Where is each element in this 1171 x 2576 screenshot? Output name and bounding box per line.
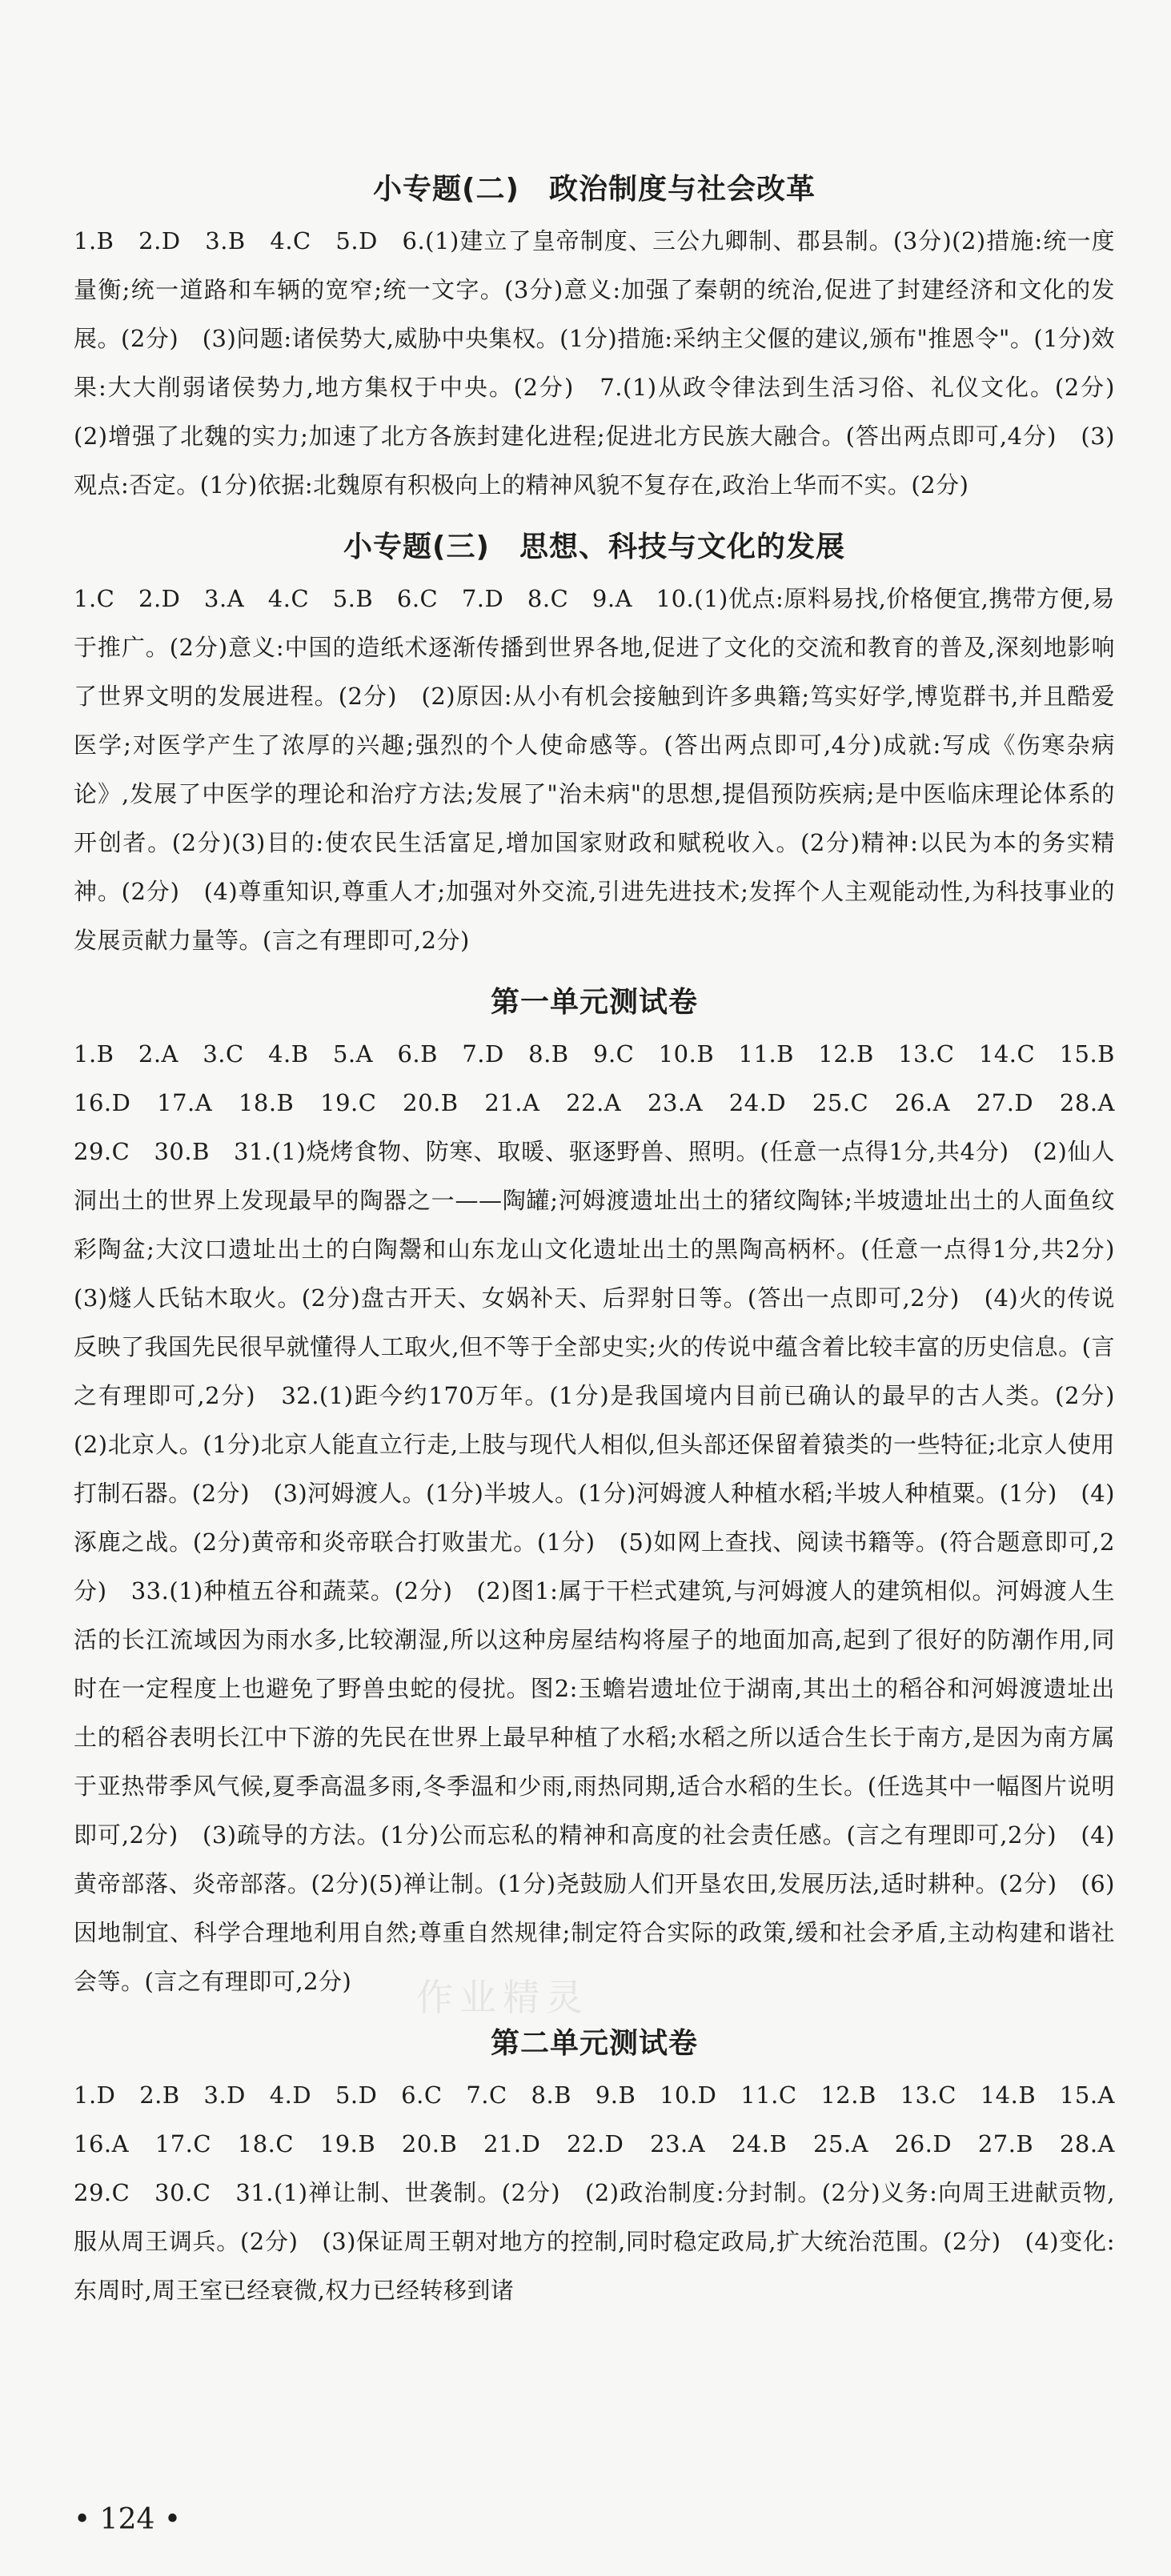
section-unit-2-test — [74, 2021, 1139, 2315]
section-answers: 1.B 2.A 3.C 4.B 5.A 6.B 7.D 8.B 9.C 10.B 11.B 12.B 13.C 14.C 15.B 16.D 17.A 18.B 19.C 20.B 21.A 22.A 23.A 24.D 25.C 26.A 27.D 28.A 29.C 30.B 31.(1)烧烤食物、防寒、取暖、驱逐野兽、照明。(任意一点得1分,共4分) (2)仙人洞出土的世界上发现最早的陶器之一——陶罐;河姆渡遗址出土的猪纹陶钵;半坡遗址出土的人面鱼纹彩陶盆;大汶口遗址出土的白陶鬶和山东龙山文化遗址出土的黑陶高柄杯。(任意一点得1分,共2分) (3)燧人氏钻木取火。(2分)盘古开天、女娲补天、后羿射日等。(答出一点即可,2分) (4)火的传说反映了我国先民很早就懂得人工取火,但不等于全部史实;火的传说中蕴含着比较丰富的历史信息。(言之有理即可,2分) 32.(1)距今约170万年。(1分)是我国境内目前已确认的最早的古人类。(2分) (2)北京人。(1分)北京人能直立行走,上肢与现代人相似,但头部还保留着猿类的一些特征;北京人使用打制石器。(2分) (3)河姆渡人。(1分)半坡人。(1分)河姆渡人种植水稻;半坡人种植粟。(1分) (4)涿鹿之战。(2分)黄帝和炎帝联合打败蚩尤。(1分) (5)如网上查找、阅读书籍等。(符合题意即可,2分) 33.(1)种植五谷和蔬菜。(2分) (2)图1:属于干栏式建筑,与河姆渡人的建筑相似。河姆渡人生活的长江流域因为雨水多,比较潮湿,所以这种房屋结构将屋子的地面加高,起到了很好的防潮作用,同时在一定程度上也避免了野兽虫蛇的侵扰。图2:玉蟾岩遗址位于湖南,其出土的稻谷和河姆渡遗址出土的稻谷表明长江中下游的先民在世界上最早种植了水稻;水稻之所以适合生长于南方,是因为南方属于亚热带季风气候,夏季高温多雨,冬季温和少雨,雨热同期,适合水稻的生长。(任选其中一幅图片说明即可,2分) (3)疏导的方法。(1分)公而忘私的精神和高度的社会责任感。(言之有理即可,2分) (4)黄帝部落、炎帝部落。(2分)(5)禅让制。(1分)尧鼓励人们开垦农田,发展历法,适时耕种。(2分) (6)因地制宜、科学合理地利用自然;尊重自然规律;制定符合实际的政策,缓和社会矛盾,主动构建和谐社会等。(言之有理即可,2分) — [74, 1040, 1139, 1995]
section-answers: 1.C 2.D 3.A 4.C 5.B 6.C 7.D 8.C 9.A 10.(1)优点:原料易找,价格便宜,携带方便,易于推广。(2分)意义:中国的造纸术逐渐传播到世界各地,促进了文化的交流和教育的普及,深刻地影响了世界文明的发展进程。(2分) (2)原因:从小有机会接触到许多典籍;笃实好学,博览群书,并且酷爱医学;对医学产生了浓厚的兴趣;强烈的个人使命感等。(答出两点即可,4分)成就:写成《伤寒杂病论》,发展了中医学的理论和治疗方法;发展了"治未病"的思想,提倡预防疾病;是中医临床理论体系的开创者。(2分)(3)目的:使农民生活富足,增加国家财政和赋税收入。(2分)精神:以民为本的务实精神。(2分) (4)尊重知识,尊重人才;加强对外交流,引进先进技术;发挥个人主观能动性,为科技事业的发展贡献力量等。(言之有理即可,2分) — [74, 585, 1115, 954]
watermark: 作业精灵 — [416, 1976, 589, 2019]
section-topic-2 — [74, 166, 1139, 510]
section-topic-3 — [74, 524, 1115, 965]
section-title: 小专题(二) 政治制度与社会改革 — [373, 173, 816, 206]
page-number: • 124 • — [74, 2503, 182, 2536]
section-title: 小专题(三) 思想、科技与文化的发展 — [343, 531, 845, 563]
section-title: 第一单元测试卷 — [490, 986, 698, 1019]
section-title: 第二单元测试卷 — [490, 2027, 698, 2060]
section-answers: 1.D 2.B 3.D 4.D 5.D 6.C 7.C 8.B 9.B 10.D 11.C 12.B 13.C 14.B 15.A 16.A 17.C 18.C 19.B 20.B 21.D 22.D 23.A 24.B 25.A 26.D 27.B 28.A 29.C 30.C 31.(1)禅让制、世袭制。(2分) (2)政治制度:分封制。(2分)义务:向周王进献贡物,服从周王调兵。(2分) (3)保证周王朝对地方的控制,同时稳定政局,扩大统治范围。(2分) (4)变化:东周时,周王室已经衰微,权力已经转移到诸 — [74, 2081, 1139, 2304]
section-answers: 1.B 2.D 3.B 4.C 5.D 6.(1)建立了皇帝制度、三公九卿制、郡县制。(3分)(2)措施:统一度量衡;统一道路和车辆的宽窄;统一文字。(3分)意义:加强了秦朝的统治,促进了封建经济和文化的发展。(2分) (3)问题:诸侯势大,威胁中央集权。(1分)措施:采纳主父偃的建议,颁布"推恩令"。(1分)效果:大大削弱诸侯势力,地方集权于中央。(2分) 7.(1)从政令律法到生活习俗、礼仪文化。(2分) (2)增强了北魏的实力;加速了北方各族封建化进程;促进北方民族大融合。(答出两点即可,4分) (3)观点:否定。(1分)依据:北魏原有积极向上的精神风貌不复存在,政治上华而不实。(2分) — [74, 227, 1139, 499]
section-unit-1-test — [74, 980, 1139, 2006]
